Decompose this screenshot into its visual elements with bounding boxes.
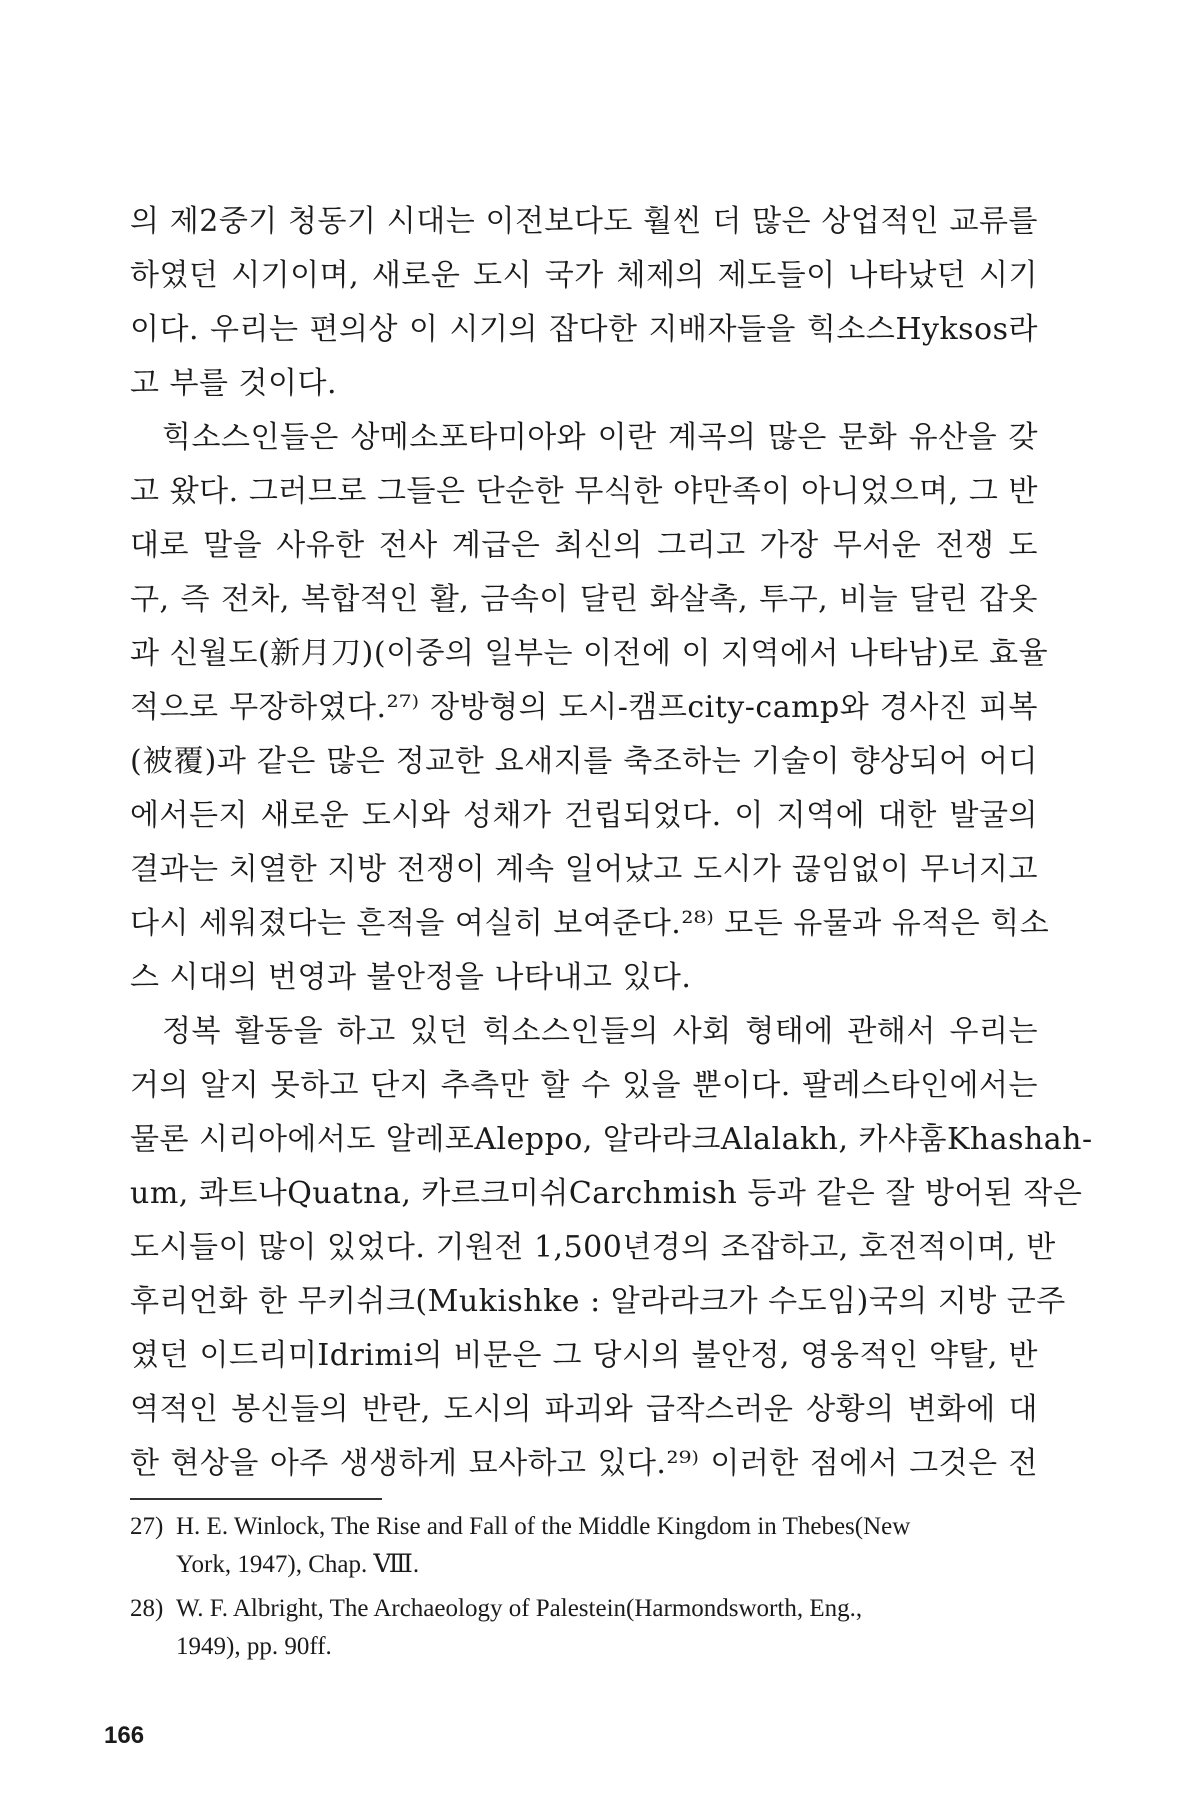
footnotes — [130, 1508, 1038, 1666]
text-line: 후리언화 한 무키쉬크(Mukishke : 알라라크가 수도임)국의 지방 군주 — [130, 1284, 1066, 1319]
footnote-number: 27) — [130, 1513, 164, 1540]
footnote-text: 1949), pp. 90ff. — [176, 1633, 332, 1660]
page-number: 166 — [104, 1722, 145, 1749]
text-line: 정복 활동을 하고 있던 힉소스인들의 사회 형태에 관해서 우리는 — [162, 1014, 1038, 1049]
footnote-text: York, 1947), Chap. Ⅷ. — [176, 1551, 420, 1578]
text-line: 결과는 치열한 지방 전쟁이 계속 일어났고 도시가 끊임없이 무너지고 — [130, 852, 1038, 887]
text-line: 구, 즉 전차, 복합적인 활, 금속이 달린 화살촉, 투구, 비늘 달린 갑옷 — [130, 582, 1038, 617]
text-line: 한 현상을 아주 생생하게 묘사하고 있다.²⁹⁾ 이러한 점에서 그것은 전 — [130, 1446, 1038, 1481]
text-line: 물론 시리아에서도 알레포Aleppo, 알라라크Alalakh, 카샤훔Khashah- — [130, 1122, 1093, 1157]
text-line: 역적인 봉신들의 반란, 도시의 파괴와 급작스러운 상황의 변화에 대 — [130, 1392, 1038, 1427]
footnote-line — [130, 1628, 1038, 1666]
text-line: 고 부를 것이다. — [130, 366, 337, 401]
text-line: um, 콰트나Quatna, 카르크미쉬Carchmish 등과 같은 잘 방어된 작은 — [130, 1176, 1083, 1211]
footnote-text: H. E. Winlock, The Rise and Fall of the Middle Kingdom in Thebes(New — [176, 1513, 911, 1540]
text-line: 스 시대의 번영과 불안정을 나타내고 있다. — [130, 960, 692, 995]
footnote-line — [130, 1590, 1038, 1628]
footnote-divider — [130, 1498, 382, 1500]
footnote-number: 28) — [130, 1595, 164, 1622]
body-text — [130, 195, 1093, 1491]
text-line: 다시 세워졌다는 흔적을 여실히 보여준다.²⁸⁾ 모든 유물과 유적은 힉소 — [130, 906, 1050, 941]
text-line: 의 제2중기 청동기 시대는 이전보다도 훨씬 더 많은 상업적인 교류를 — [130, 204, 1038, 239]
text-line: 적으로 무장하였다.²⁷⁾ 장방형의 도시-캠프city-camp와 경사진 피복 — [130, 690, 1038, 725]
text-line: 도시들이 많이 있었다. 기원전 1,500년경의 조잡하고, 호전적이며, 반 — [130, 1230, 1056, 1265]
text-line: 이다. 우리는 편의상 이 시기의 잡다한 지배자들을 힉소스Hyksos라 — [130, 312, 1038, 347]
text-line: 에서든지 새로운 도시와 성채가 건립되었다. 이 지역에 대한 발굴의 — [130, 798, 1038, 833]
text-line: 과 신월도(新月刀)(이중의 일부는 이전에 이 지역에서 나타남)로 효율 — [130, 636, 1049, 671]
text-line: 힉소스인들은 상메소포타미아와 이란 계곡의 많은 문화 유산을 갖 — [162, 420, 1038, 455]
text-line: 고 왔다. 그러므로 그들은 단순한 무식한 야만족이 아니었으며, 그 반 — [130, 474, 1038, 509]
text-line: (被覆)과 같은 많은 정교한 요새지를 축조하는 기술이 향상되어 어디 — [130, 744, 1038, 779]
text-line: 거의 알지 못하고 단지 추측만 할 수 있을 뿐이다. 팔레스타인에서는 — [130, 1068, 1038, 1103]
text-line: 였던 이드리미Idrimi의 비문은 그 당시의 불안정, 영웅적인 약탈, 반 — [130, 1338, 1038, 1373]
footnote-line — [130, 1546, 1038, 1584]
footnote-line — [130, 1508, 1038, 1546]
text-line: 대로 말을 사유한 전사 계급은 최신의 그리고 가장 무서운 전쟁 도 — [130, 528, 1038, 563]
footnote-text: W. F. Albright, The Archaeology of Palestein(Harmondsworth, Eng., — [176, 1595, 863, 1622]
text-line: 하였던 시기이며, 새로운 도시 국가 체제의 제도들이 나타났던 시기 — [130, 258, 1038, 293]
